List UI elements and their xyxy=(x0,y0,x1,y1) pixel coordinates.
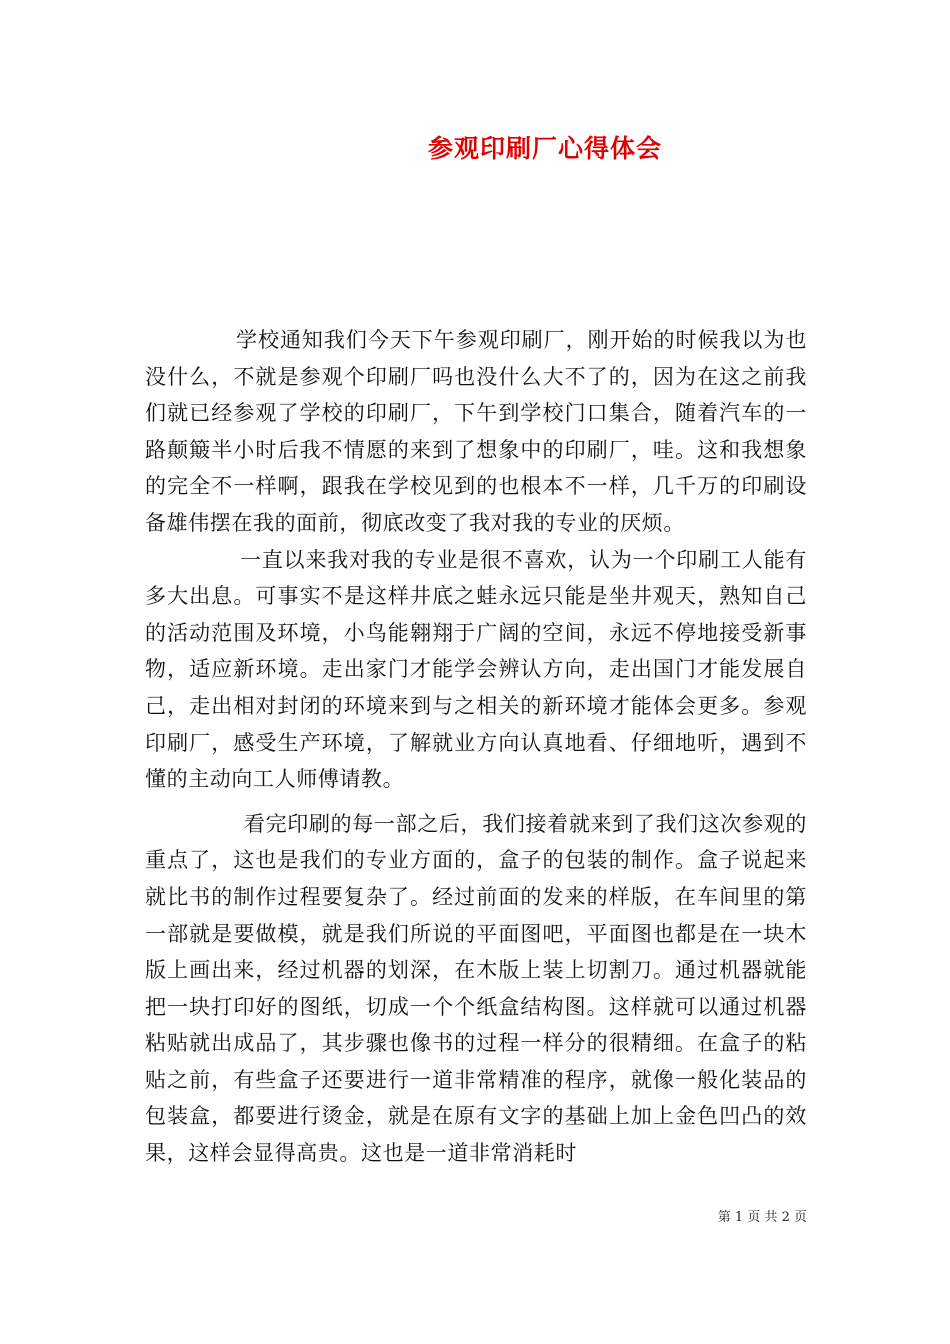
document-title: 参观印刷厂心得体会 xyxy=(427,134,662,163)
page-number: 第 1 页 共 2 页 xyxy=(717,1210,807,1225)
paragraph-2: 一直以来我对我的专业是很不喜欢，认为一个印刷工人能有多大出息。可事实不是这样井底之蛙永远只能是坐井观天，熟知自己的活动范围及环境，小鸟能翱翔于广阔的空间，永远不停地接受新事物，适应新环境。走出家门才能学会辨认方向，走出国门才能发展自己，走出相对封闭的环境来到与之相关的新环境才能体会更多。参观印刷厂，感受生产环境，了解就业方向认真地看、仔细地听，遇到不懂的主动向工人师傅请教。 xyxy=(145,547,807,792)
document-body xyxy=(145,322,807,1172)
paragraph-3: 看完印刷的每一部之后，我们接着就来到了我们这次参观的重点了，这也是我们的专业方面的，盒子的包装的制作。盒子说起来就比书的制作过程要复杂了。经过前面的发来的样版，在车间里的第一部就是要做模，就是我们所说的平面图吧，平面图也都是在一块木版上画出来，经过机器的划深，在木版上装上切割刀。通过机器就能把一块打印好的图纸，切成一个个纸盒结构图。这样就可以通过机器粘贴就出成品了，其步骤也像书的过程一样分的很精细。在盒子的粘贴之前，有些盒子还要进行一道非常精准的程序，就像一般化装品的包装盒，都要进行烫金，就是在原有文字的基础上加上金色凹凸的效果，这样会显得高贵。这也是一道非常消耗时 xyxy=(145,811,807,1166)
paragraph-1: 学校通知我们今天下午参观印刷厂，刚开始的时候我以为也没什么，不就是参观个印刷厂吗也没什么大不了的，因为在这之前我们就已经参观了学校的印刷厂，下午到学校门口集合，随着汽车的一路颠簸半小时后我不情愿的来到了想象中的印刷厂，哇。这和我想象的完全不一样啊，跟我在学校见到的也根本不一样，几千万的印刷设备雄伟摆在我的面前，彻底改变了我对我的专业的厌烦。 xyxy=(145,328,807,535)
